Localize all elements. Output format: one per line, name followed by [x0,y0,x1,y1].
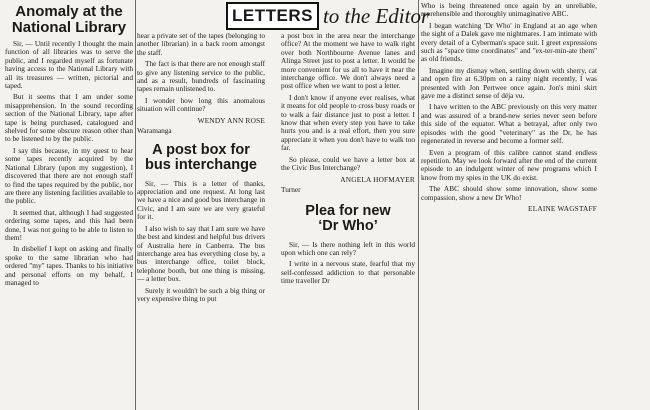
drwho-paragraph: I have written to the ABC previously on this very matter and was assured of a brand-new series never seen before this side of the equator. What a betrayal, after only two episodes with the good "veterinary" as the Dr, he has regenerated in reverse and become a former self. [421,102,597,146]
anomaly-paragraph: Sir, — Until recently I thought the main function of all libraries was to serve the public, and I regarded myself as fortunate having access to the National Library with all its treasures — written, pictorial and taped. [5,39,133,91]
column-4 [421,2,597,213]
postbox-signature: ANGELA HOFMAYER [340,174,415,184]
drwho-headline-line-2: ‘Dr Who’ [318,218,378,234]
postbox-headline-line-2: bus interchange [145,157,257,174]
anomaly-paragraph: In disbelief I kept on asking and finally spoke to the same librarian who had ordered "my" tapes. Thanks to his initiative and personal efforts on my behalf, I managed to [5,244,133,287]
anomaly-headline [5,0,133,36]
postbox-paragraph: Surely it wouldn't be such a big thing or very expensive thing to put [137,285,265,303]
column-3 [281,32,415,289]
anomaly-paragraph: I say this because, in my quest to hear some tapes recently acquired by the National Library (upon my suggestion), I discovered that there are not enough staff to find the tapes required by the public, nor are there any listening facilities available to the public. [5,145,133,206]
drwho-paragraph: Who is being threatened once again by an unreliable, reprehensible and thoroughly unimaginative ABC. [421,1,597,19]
masthead-title-rest: to the Editor [322,3,430,28]
drwho-paragraph: The ABC should show some innovation, show some compassion, show a new Dr Who! [421,184,597,202]
postbox-place: Turner [281,184,301,194]
drwho-paragraph: I write in a nervous state, fearful that my self-confessed addiction to that personable time traveller Dr [281,259,415,286]
postbox-paragraph: I don't know if anyone ever realises, what it means for old people to cross busy roads or to walk a fair distance just to post a letter. I know that when every step you have to take hurts you and is a real effort, then you sure appreciate it when you don't have to walk too far. [281,92,415,153]
anomaly-paragraph: The fact is that there are not enough staff to give any listening service to the public, and as a result, hundreds of fascinating tapes remain unlistened to. [137,59,265,94]
postbox-paragraph: So please, could we have a letter box at the Civic Bus Interchange? [281,154,415,173]
anomaly-signature: WENDY ANN ROSE [197,115,265,125]
anomaly-headline-line-1: Anomaly at the [15,3,123,20]
drwho-paragraph: Imagine my dismay when, settling down with sherry, cat and open fire at 6.30pm on a rainy night recently, I was presented with Jon Pertwee once again. Jon's mini skirt gave me a distinct sense of déja vu. [421,65,597,101]
column-2 [137,32,265,306]
postbox-headline [137,143,265,174]
anomaly-paragraph: hear a private set of the tapes (belonging to another librarian) in a back room amongst the staff. [137,31,265,57]
drwho-headline [281,204,415,235]
postbox-paragraph: I also wish to say that I am sure we have the best and kindest and helpful bus drivers of Australia here in Canberra. The bus interchange area has everything close by, a bus interchange office, toilet block, telephone booth, but one thing is missing, — a letter box. [137,223,265,284]
letters-masthead [226,1,430,31]
column-rule [418,0,419,410]
postbox-paragraph: a post box in the area near the interchange office? At the moment we have to walk right over both Northbourne Avenue lanes and Alinga Street just to post a letter. It would be more convenient for us all to have it near the interchange office. We don't always need a post office when we want to post a letter. [281,31,415,91]
anomaly-paragraph: I wonder how long this anomalous situation will continue? [137,95,265,114]
anomaly-headline-line-2: National Library [11,19,127,36]
drwho-paragraph: Sir, — Is there nothing left in this world upon which one can rely? [281,239,415,257]
anomaly-paragraph: It seemed that, although I had suggested ordering some tapes, and this had been done, I was not going to be able to listen to them! [5,207,133,242]
anomaly-paragraph: But it seems that I am under some misapprehension. In the sound recording section of the National Library, tape after tape is being purchased, catalogued and shelved for some obscure reason other than to be listened to by the public. [5,92,133,144]
anomaly-place: Waramanga [137,125,172,135]
masthead-boxed-title: LETTERS [226,2,319,30]
drwho-paragraph: I began watching 'Dr Who' in England at an age when the sight of a Dalek gave me nightmares. I am intimate with every detail of a Cyberman's space suit. I greet expressions such as "space time coordinates" and "ex-ter-min-ate them" as old friends. [421,20,597,64]
column-1 [5,0,133,290]
postbox-headline-line-1: A post box for [152,141,250,158]
drwho-paragraph: Even a program of this calibre cannot stand endless repetition. May we look forward after the end of the current episode to an indulgent winter of new programs which I know from my spies in the UK do exist. [421,147,597,182]
column-rule [135,0,136,410]
drwho-headline-line-1: Plea for new [305,202,391,219]
drwho-signature: ELAINE WAGSTAFF [528,203,597,213]
postbox-paragraph: Sir, — This is a letter of thanks, appreciation and one request. At long last we have a nice and good bus interchange in Civic, and I am sure we are very grateful for it. [137,178,265,222]
